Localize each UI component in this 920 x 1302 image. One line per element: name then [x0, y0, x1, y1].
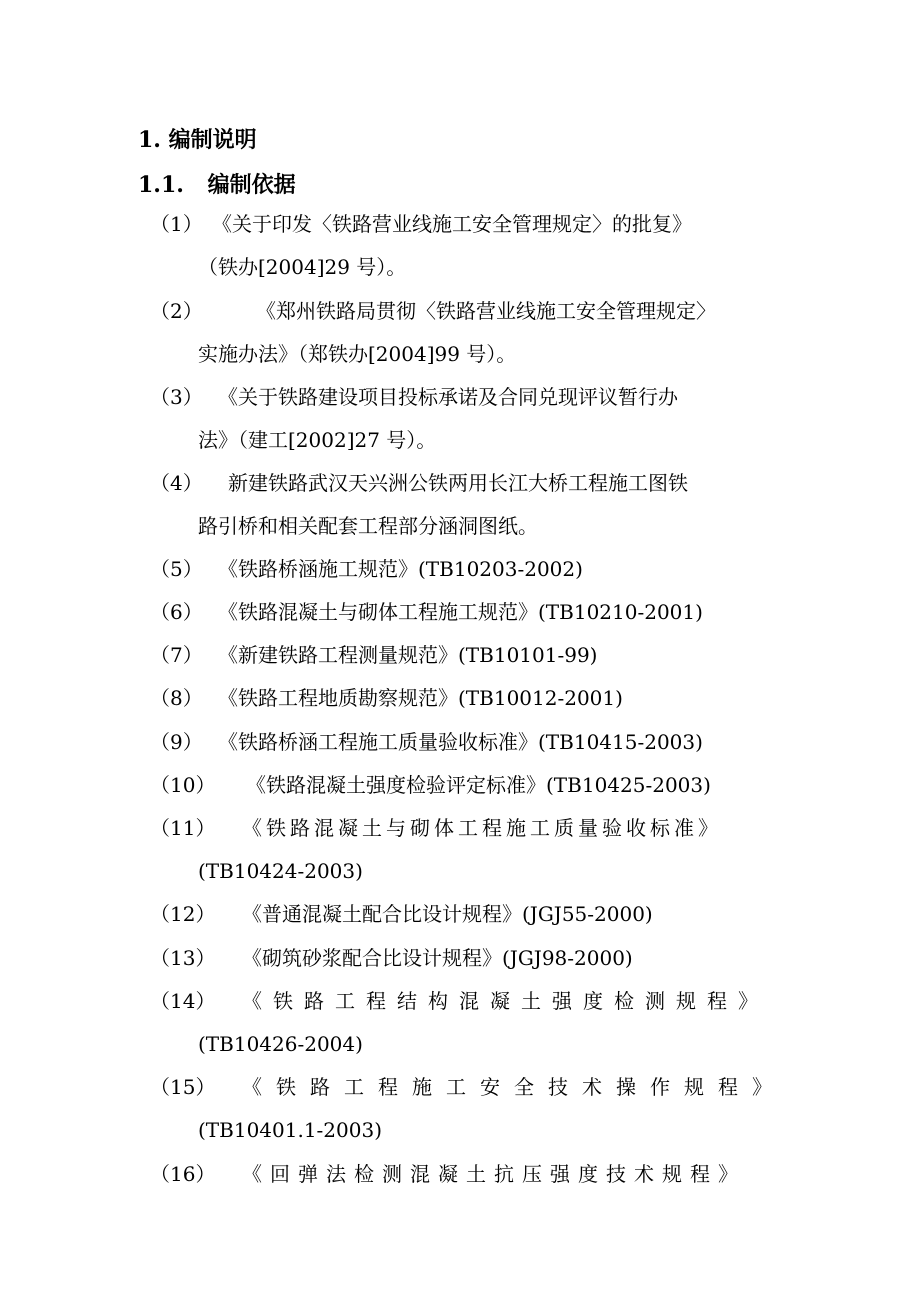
- subsection-title: 编制依据: [207, 172, 296, 198]
- list-item: [150, 980, 790, 1066]
- list-item: [150, 203, 790, 289]
- item-text-cont: (TB10426-2004): [198, 1032, 363, 1056]
- item-text: 《关于印发〈铁路营业线施工安全管理规定〉的批复》: [212, 212, 692, 236]
- item-text: 《铁路混凝土与砌体工程施工质量验收标准》: [242, 816, 722, 840]
- section-title: 编制说明: [168, 127, 257, 153]
- item-text-cont: (TB10401.1-2003): [198, 1118, 383, 1142]
- list-item: [150, 376, 790, 462]
- item-text: 《铁路工程结构混凝土强度检测规程》: [242, 989, 769, 1013]
- subsection-heading: [138, 168, 296, 199]
- subsection-number: 1.1.: [138, 172, 184, 198]
- item-text: 《铁路混凝土与砌体工程施工规范》(TB10210-2001): [218, 600, 703, 624]
- item-text-cont: 实施办法》（郑铁办[2004]99 号）。: [198, 342, 517, 366]
- item-text: 《铁路桥涵施工规范》(TB10203-2002): [218, 557, 583, 581]
- section-number: 1.: [138, 127, 161, 153]
- section-heading: [138, 123, 257, 154]
- item-number: （11）: [150, 816, 216, 840]
- item-text: 《铁路工程施工安全技术操作规程》: [242, 1075, 786, 1099]
- item-text: 《新建铁路工程测量规范》(TB10101-99): [218, 643, 598, 667]
- item-number: （1）: [150, 212, 203, 236]
- list-item: [150, 1066, 790, 1152]
- item-text: 新建铁路武汉天兴洲公铁两用长江大桥工程施工图铁: [228, 471, 688, 495]
- list-item: [150, 807, 790, 893]
- item-text-cont: （铁办[2004]29 号）。: [198, 255, 407, 279]
- item-text: 《关于铁路建设项目投标承诺及合同兑现评议暂行办: [218, 385, 678, 409]
- item-text-cont: 法》（建工[2002]27 号）。: [198, 428, 437, 452]
- item-text-cont: (TB10424-2003): [198, 859, 363, 883]
- item-text: 《普通混凝土配合比设计规程》(JGJ55-2000): [242, 902, 653, 926]
- item-number: （13）: [150, 946, 216, 970]
- item-text: 《郑州铁路局贯彻〈铁路营业线施工安全管理规定〉: [256, 299, 716, 323]
- item-number: （9）: [150, 730, 203, 754]
- item-number: （5）: [150, 557, 203, 581]
- item-text: 《铁路混凝土强度检验评定标准》(TB10425-2003): [246, 773, 711, 797]
- item-number: （6）: [150, 600, 203, 624]
- item-number: （2）: [150, 299, 203, 323]
- item-text: 《铁路工程地质勘察规范》(TB10012-2001): [218, 686, 623, 710]
- item-number: （12）: [150, 902, 216, 926]
- item-text: 《砌筑砂浆配合比设计规程》(JGJ98-2000): [242, 946, 633, 970]
- list-item: [150, 462, 790, 548]
- item-number: （7）: [150, 643, 203, 667]
- item-number: （4）: [150, 471, 203, 495]
- item-number: （8）: [150, 686, 203, 710]
- list-item: [150, 290, 790, 376]
- item-number: （14）: [150, 989, 216, 1013]
- item-number: （3）: [150, 385, 203, 409]
- item-number: （15）: [150, 1075, 216, 1099]
- item-number: （16）: [150, 1162, 216, 1186]
- item-text-cont: 路引桥和相关配套工程部分涵洞图纸。: [198, 514, 538, 538]
- item-text: 《回弹法检测混凝土抗压强度技术规程》: [242, 1162, 746, 1186]
- item-number: （10）: [150, 773, 216, 797]
- item-text: 《铁路桥涵工程施工质量验收标准》(TB10415-2003): [218, 730, 703, 754]
